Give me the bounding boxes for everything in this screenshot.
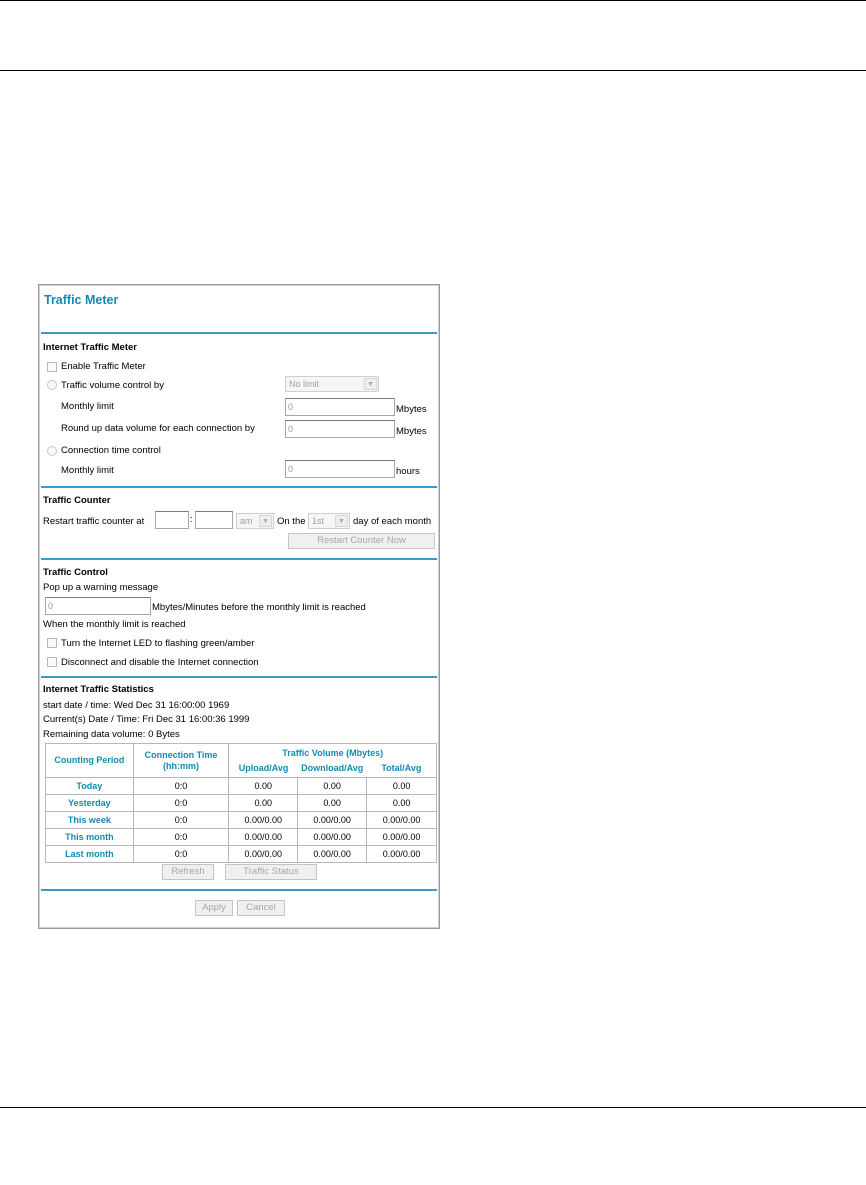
header-rule bbox=[0, 70, 866, 71]
monthly-limit-input[interactable]: 0 bbox=[285, 398, 395, 416]
restart-minute-input[interactable] bbox=[195, 511, 233, 529]
refresh-button[interactable]: Refresh bbox=[162, 864, 214, 880]
row-upload: 0.00/0.00 bbox=[229, 829, 298, 846]
day-suffix-label: day of each month bbox=[353, 516, 432, 527]
disconnect-label: Disconnect and disable the Internet connection bbox=[61, 657, 259, 668]
remaining-volume-line: Remaining data volume: 0 Bytes bbox=[43, 729, 180, 740]
row-conn: 0:0 bbox=[133, 846, 229, 863]
monthly-limit-label: Monthly limit bbox=[61, 401, 114, 412]
volume-control-radio[interactable] bbox=[47, 380, 57, 390]
row-total: 0.00 bbox=[367, 795, 437, 812]
popup-warning-input[interactable]: 0 bbox=[45, 597, 151, 615]
time-monthly-limit-input[interactable]: 0 bbox=[285, 460, 395, 478]
traffic-statistics-table bbox=[45, 743, 437, 863]
table-row bbox=[46, 846, 437, 863]
round-up-unit: Mbytes bbox=[396, 426, 427, 437]
row-total: 0.00/0.00 bbox=[367, 846, 437, 863]
chevron-down-icon: ▼ bbox=[364, 378, 377, 390]
restart-hour-input[interactable] bbox=[155, 511, 189, 529]
time-monthly-limit-unit: hours bbox=[396, 466, 420, 477]
col-total: Total/Avg bbox=[367, 759, 437, 777]
row-period: This week bbox=[46, 812, 134, 829]
section-separator bbox=[41, 558, 437, 560]
row-download: 0.00/0.00 bbox=[298, 829, 367, 846]
table-row bbox=[46, 778, 437, 795]
row-total: 0.00 bbox=[367, 778, 437, 795]
traffic-status-button[interactable]: Traffic Status bbox=[225, 864, 317, 880]
flash-led-label: Turn the Internet LED to flashing green/amber bbox=[61, 638, 255, 649]
row-download: 0.00/0.00 bbox=[298, 846, 367, 863]
row-download: 0.00 bbox=[298, 795, 367, 812]
start-date-line: start date / time: Wed Dec 31 16:00:00 1969 bbox=[43, 700, 230, 711]
enable-traffic-meter-checkbox[interactable] bbox=[47, 362, 57, 372]
time-control-radio[interactable] bbox=[47, 446, 57, 456]
traffic-counter-heading: Traffic Counter bbox=[43, 495, 111, 506]
section-separator bbox=[41, 332, 437, 334]
day-select-value: 1st bbox=[312, 516, 325, 526]
time-colon: : bbox=[190, 514, 193, 525]
col-traffic-volume: Traffic Volume (Mbytes) bbox=[229, 744, 437, 760]
table-row bbox=[46, 795, 437, 812]
volume-control-label: Traffic volume control by bbox=[61, 380, 164, 391]
row-download: 0.00 bbox=[298, 778, 367, 795]
top-border-rule bbox=[0, 0, 866, 1]
disconnect-checkbox[interactable] bbox=[47, 657, 57, 667]
row-period: Last month bbox=[46, 846, 134, 863]
volume-control-select[interactable] bbox=[285, 376, 379, 392]
ampm-select-value: am bbox=[240, 516, 253, 526]
row-conn: 0:0 bbox=[133, 795, 229, 812]
on-the-label: On the bbox=[277, 516, 306, 527]
round-up-input[interactable]: 0 bbox=[285, 420, 395, 438]
row-conn: 0:0 bbox=[133, 812, 229, 829]
enable-traffic-meter-label: Enable Traffic Meter bbox=[61, 361, 146, 372]
row-total: 0.00/0.00 bbox=[367, 829, 437, 846]
row-period: This month bbox=[46, 829, 134, 846]
footer-rule bbox=[0, 1107, 866, 1108]
chevron-down-icon: ▼ bbox=[259, 515, 272, 527]
ampm-select[interactable] bbox=[236, 513, 274, 529]
row-upload: 0.00 bbox=[229, 778, 298, 795]
internet-traffic-meter-heading: Internet Traffic Meter bbox=[43, 342, 137, 353]
col-connection-time bbox=[133, 744, 229, 778]
limit-reached-label: When the monthly limit is reached bbox=[43, 619, 186, 630]
day-select[interactable] bbox=[308, 513, 350, 529]
row-download: 0.00/0.00 bbox=[298, 812, 367, 829]
table-row bbox=[46, 829, 437, 846]
popup-warning-suffix: Mbytes/Minutes before the monthly limit is reached bbox=[152, 602, 366, 613]
col-connection-time-label: Connection Time bbox=[144, 749, 218, 760]
section-separator bbox=[41, 676, 437, 678]
flash-led-checkbox[interactable] bbox=[47, 638, 57, 648]
row-upload: 0.00/0.00 bbox=[229, 846, 298, 863]
col-counting-period: Counting Period bbox=[46, 744, 134, 778]
restart-counter-now-button[interactable]: Restart Counter Now bbox=[288, 533, 435, 549]
restart-counter-label: Restart traffic counter at bbox=[43, 516, 145, 527]
row-upload: 0.00/0.00 bbox=[229, 812, 298, 829]
row-period: Yesterday bbox=[46, 795, 134, 812]
time-control-label: Connection time control bbox=[61, 445, 161, 456]
time-monthly-limit-label: Monthly limit bbox=[61, 465, 114, 476]
traffic-statistics-heading: Internet Traffic Statistics bbox=[43, 684, 154, 695]
row-conn: 0:0 bbox=[133, 829, 229, 846]
volume-control-select-value: No limit bbox=[289, 379, 320, 389]
col-download: Download/Avg bbox=[298, 759, 367, 777]
traffic-meter-panel bbox=[38, 284, 440, 929]
col-connection-time-unit: (hh:mm) bbox=[163, 760, 200, 771]
section-separator bbox=[41, 889, 437, 891]
monthly-limit-unit: Mbytes bbox=[396, 404, 427, 415]
row-upload: 0.00 bbox=[229, 795, 298, 812]
page-title: Traffic Meter bbox=[44, 293, 119, 307]
current-date-line: Current(s) Date / Time: Fri Dec 31 16:00:36 1999 bbox=[43, 714, 250, 725]
popup-warning-label: Pop up a warning message bbox=[43, 582, 159, 593]
traffic-control-heading: Traffic Control bbox=[43, 567, 108, 578]
table-header-row bbox=[46, 744, 437, 760]
chevron-down-icon: ▼ bbox=[335, 515, 348, 527]
table-row bbox=[46, 812, 437, 829]
col-upload: Upload/Avg bbox=[229, 759, 298, 777]
apply-button[interactable]: Apply bbox=[195, 900, 233, 916]
row-conn: 0:0 bbox=[133, 778, 229, 795]
round-up-label: Round up data volume for each connection by bbox=[61, 423, 255, 434]
row-total: 0.00/0.00 bbox=[367, 812, 437, 829]
section-separator bbox=[41, 486, 437, 488]
cancel-button[interactable]: Cancel bbox=[237, 900, 285, 916]
row-period: Today bbox=[46, 778, 134, 795]
